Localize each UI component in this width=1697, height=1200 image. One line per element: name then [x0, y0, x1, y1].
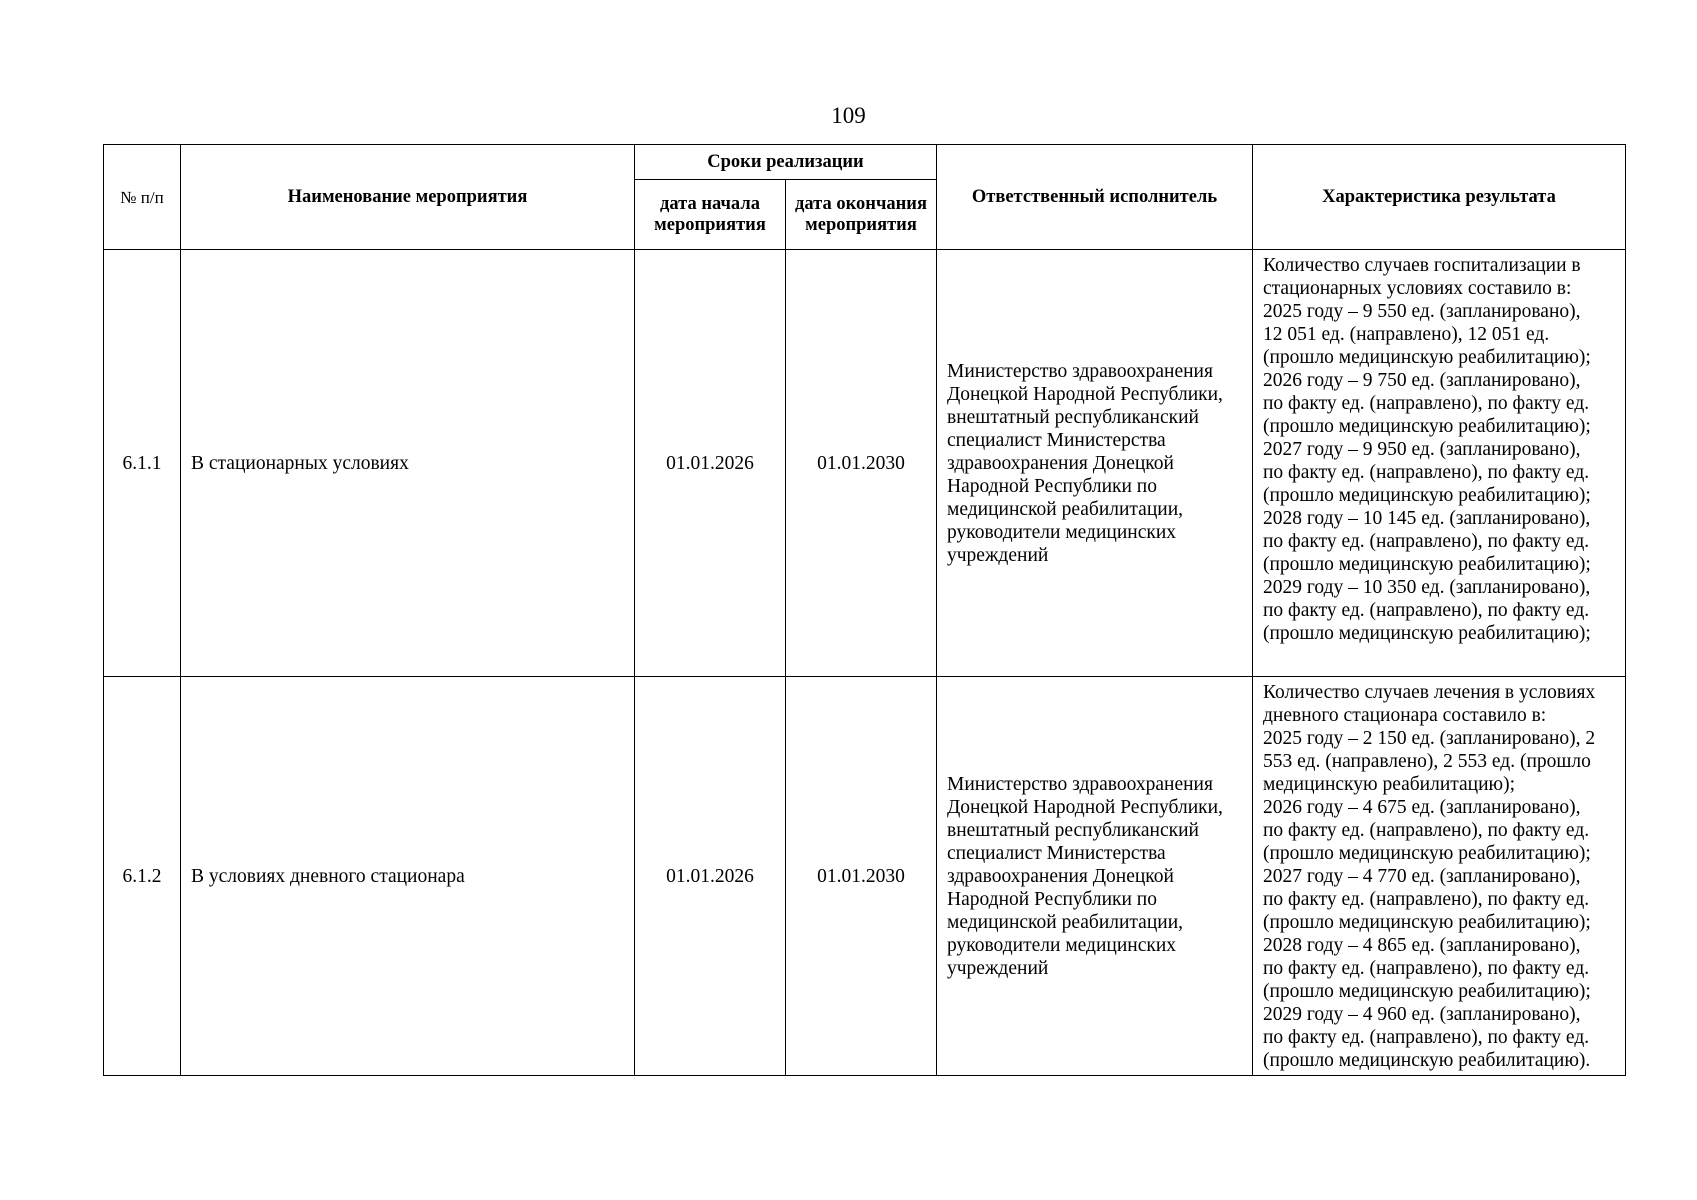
result-description	[1253, 677, 1626, 1076]
table-row	[104, 677, 1626, 1076]
result-line: по факту ед. (направлено), по факту ед.	[1263, 1027, 1590, 1048]
result-line: по факту ед. (направлено), по факту ед.	[1263, 462, 1590, 483]
result-line: (прошло медицинскую реабилитацию);	[1263, 554, 1591, 575]
executor-line: медицинской реабилитации,	[947, 498, 1184, 520]
result-line: (прошло медицинскую реабилитацию);	[1263, 912, 1591, 933]
end-date: 01.01.2030	[786, 250, 937, 677]
result-line: (прошло медицинскую реабилитацию);	[1263, 623, 1591, 644]
header-start-date: дата начала мероприятия	[635, 180, 786, 250]
result-line: 2029 году – 4 960 ед. (запланировано),	[1263, 1004, 1581, 1025]
start-date: 01.01.2026	[635, 250, 786, 677]
result-line: 553 ед. (направлено), 2 553 ед. (прошло	[1263, 751, 1591, 772]
result-line: по факту ед. (направлено), по факту ед.	[1263, 958, 1590, 979]
header-end-date: дата окончания мероприятия	[786, 180, 937, 250]
executor-line: медицинской реабилитации,	[947, 911, 1184, 933]
executor-line: Народной Республики по	[947, 888, 1157, 910]
result-line: (прошло медицинскую реабилитацию);	[1263, 347, 1591, 368]
result-line: по факту ед. (направлено), по факту ед.	[1263, 393, 1590, 414]
executor-line: учреждений	[947, 544, 1049, 566]
executor-line: Донецкой Народной Республики,	[947, 796, 1223, 818]
executor-line: здравоохранения Донецкой	[947, 452, 1174, 474]
result-line: Количество случаев госпитализации в	[1263, 255, 1581, 276]
result-line: 2025 году – 9 550 ед. (запланировано),	[1263, 301, 1581, 322]
result-line: Количество случаев лечения в условиях	[1263, 682, 1596, 703]
result-line: 2025 году – 2 150 ед. (запланировано), 2	[1263, 728, 1596, 749]
row-number: 6.1.1	[104, 250, 181, 677]
result-line: по факту ед. (направлено), по факту ед.	[1263, 600, 1590, 621]
responsible-executor	[937, 250, 1253, 677]
header-period: Сроки реализации	[635, 145, 937, 180]
end-date: 01.01.2030	[786, 677, 937, 1076]
page-number: 109	[831, 103, 866, 128]
executor-line: Народной Республики по	[947, 475, 1157, 497]
result-line: медицинскую реабилитацию);	[1263, 774, 1516, 795]
result-line: (прошло медицинскую реабилитацию);	[1263, 843, 1591, 864]
result-line: 2028 году – 4 865 ед. (запланировано),	[1263, 935, 1581, 956]
executor-line: специалист Министерства	[947, 842, 1166, 864]
executor-line: руководители медицинских	[947, 521, 1177, 543]
table-row	[104, 250, 1626, 677]
result-line: 2027 году – 4 770 ед. (запланировано),	[1263, 866, 1581, 887]
result-line: 2029 году – 10 350 ед. (запланировано),	[1263, 577, 1591, 598]
header-executor: Ответственный исполнитель	[937, 145, 1253, 250]
measures-table	[103, 144, 1626, 1076]
result-line: 2028 году – 10 145 ед. (запланировано),	[1263, 508, 1591, 529]
measure-name: В условиях дневного стационара	[181, 677, 635, 1076]
result-line: по факту ед. (направлено), по факту ед.	[1263, 889, 1590, 910]
row-number: 6.1.2	[104, 677, 181, 1076]
header-number: № п/п	[104, 145, 181, 250]
executor-line: Донецкой Народной Республики,	[947, 383, 1223, 405]
executor-line: здравоохранения Донецкой	[947, 865, 1174, 887]
executor-line: Министерство здравоохранения	[947, 773, 1213, 795]
header-name: Наименование мероприятия	[181, 145, 635, 250]
start-date: 01.01.2026	[635, 677, 786, 1076]
result-description	[1253, 250, 1626, 677]
result-line: 2026 году – 4 675 ед. (запланировано),	[1263, 797, 1581, 818]
result-line: по факту ед. (направлено), по факту ед.	[1263, 531, 1590, 552]
result-line: по факту ед. (направлено), по факту ед.	[1263, 820, 1590, 841]
result-line: 2026 году – 9 750 ед. (запланировано),	[1263, 370, 1581, 391]
result-line: 2027 году – 9 950 ед. (запланировано),	[1263, 439, 1581, 460]
result-line: дневного стационара составило в:	[1263, 705, 1547, 726]
executor-line: внештатный республиканский	[947, 819, 1199, 841]
result-line: (прошло медицинскую реабилитацию);	[1263, 485, 1591, 506]
result-line: (прошло медицинскую реабилитацию);	[1263, 981, 1591, 1002]
result-line: стационарных условиях составило в:	[1263, 278, 1572, 299]
executor-line: специалист Министерства	[947, 429, 1166, 451]
responsible-executor	[937, 677, 1253, 1076]
measure-name: В стационарных условиях	[181, 250, 635, 677]
executor-line: руководители медицинских	[947, 934, 1177, 956]
executor-line: учреждений	[947, 957, 1049, 979]
result-line: (прошло медицинскую реабилитацию);	[1263, 416, 1591, 437]
executor-line: внештатный республиканский	[947, 406, 1199, 428]
header-result: Характеристика результата	[1253, 145, 1626, 250]
result-line: 12 051 ед. (направлено), 12 051 ед.	[1263, 324, 1550, 345]
result-line: (прошло медицинскую реабилитацию).	[1263, 1050, 1591, 1071]
executor-line: Министерство здравоохранения	[947, 360, 1213, 382]
